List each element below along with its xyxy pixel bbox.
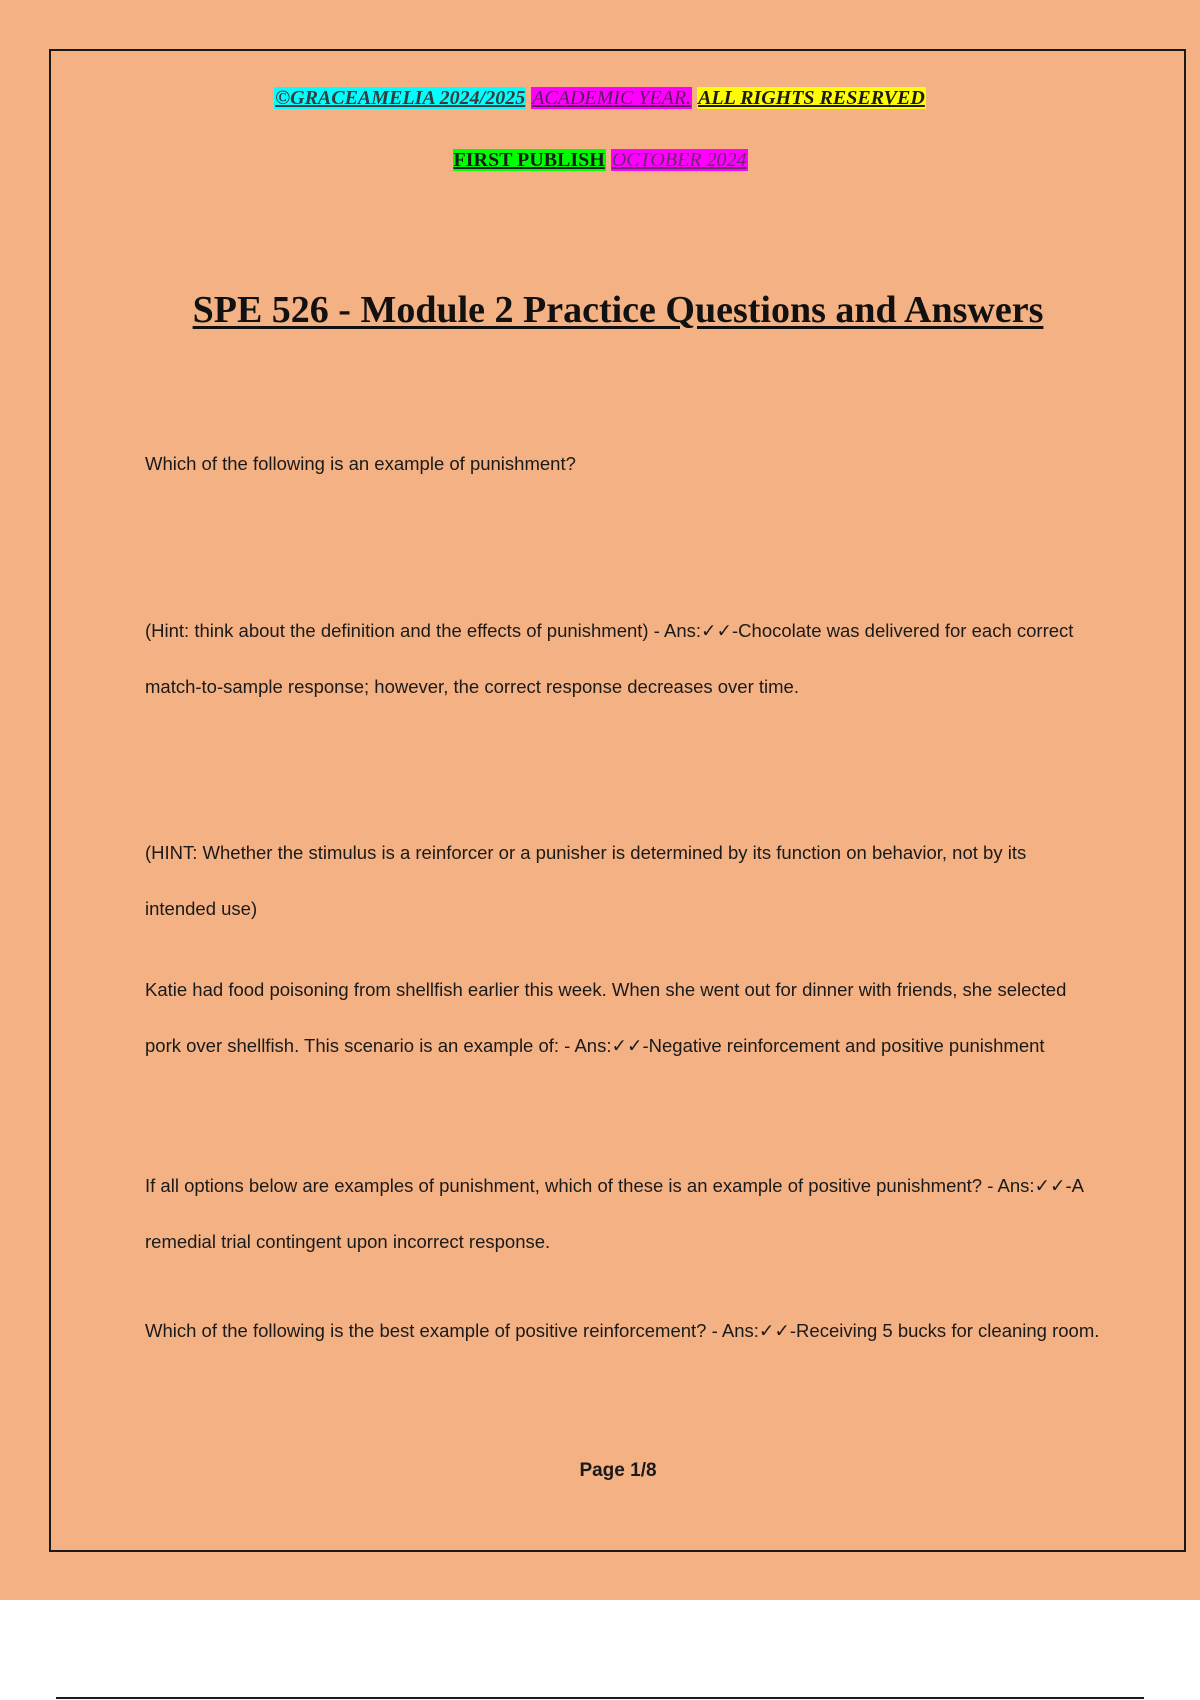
page-number: Page 1/8 — [579, 1460, 657, 1481]
answer-paragraph: If all options below are examples of punishment, which of these is an example of positive punishment? - Ans:✓✓-A remedial trial contingent upon incorrect response. — [145, 1175, 1083, 1252]
publish-date-label: OCTOBER 2024 — [611, 149, 747, 171]
first-publish-label: FIRST PUBLISH — [453, 149, 605, 171]
copyright-label: ©GRACEAMELIA 2024/2025 — [275, 87, 526, 109]
document-title: SPE 526 - Module 2 Practice Questions and Answers — [192, 289, 1044, 331]
question-paragraph: Which of the following is an example of punishment? — [145, 453, 576, 474]
copyright-header — [0, 85, 1200, 111]
academic-year-label: ACADEMIC YEAR. — [532, 87, 692, 109]
hint-paragraph: (HINT: Whether the stimulus is a reinforcer or a punisher is determined by its function on behavior, not by its intended use) — [145, 842, 1027, 919]
rights-label: ALL RIGHTS RESERVED — [698, 87, 925, 109]
publish-header — [0, 147, 1200, 173]
answer-paragraph: Katie had food poisoning from shellfish earlier this week. When she went out for dinner with friends, she selected pork over shellfish. This scenario is an example of: - Ans:✓✓-Negative reinforcement and positive punishment — [145, 979, 1067, 1056]
answer-paragraph: (Hint: think about the definition and the effects of punishment) - Ans:✓✓-Chocolate was delivered for each correct match-to-sample response; however, the correct response decreases over time. — [145, 620, 1074, 697]
bottom-divider — [56, 1697, 1144, 1699]
answer-paragraph: Which of the following is the best example of positive reinforcement? - Ans:✓✓-Receiving 5 bucks for cleaning room. — [145, 1320, 1100, 1341]
